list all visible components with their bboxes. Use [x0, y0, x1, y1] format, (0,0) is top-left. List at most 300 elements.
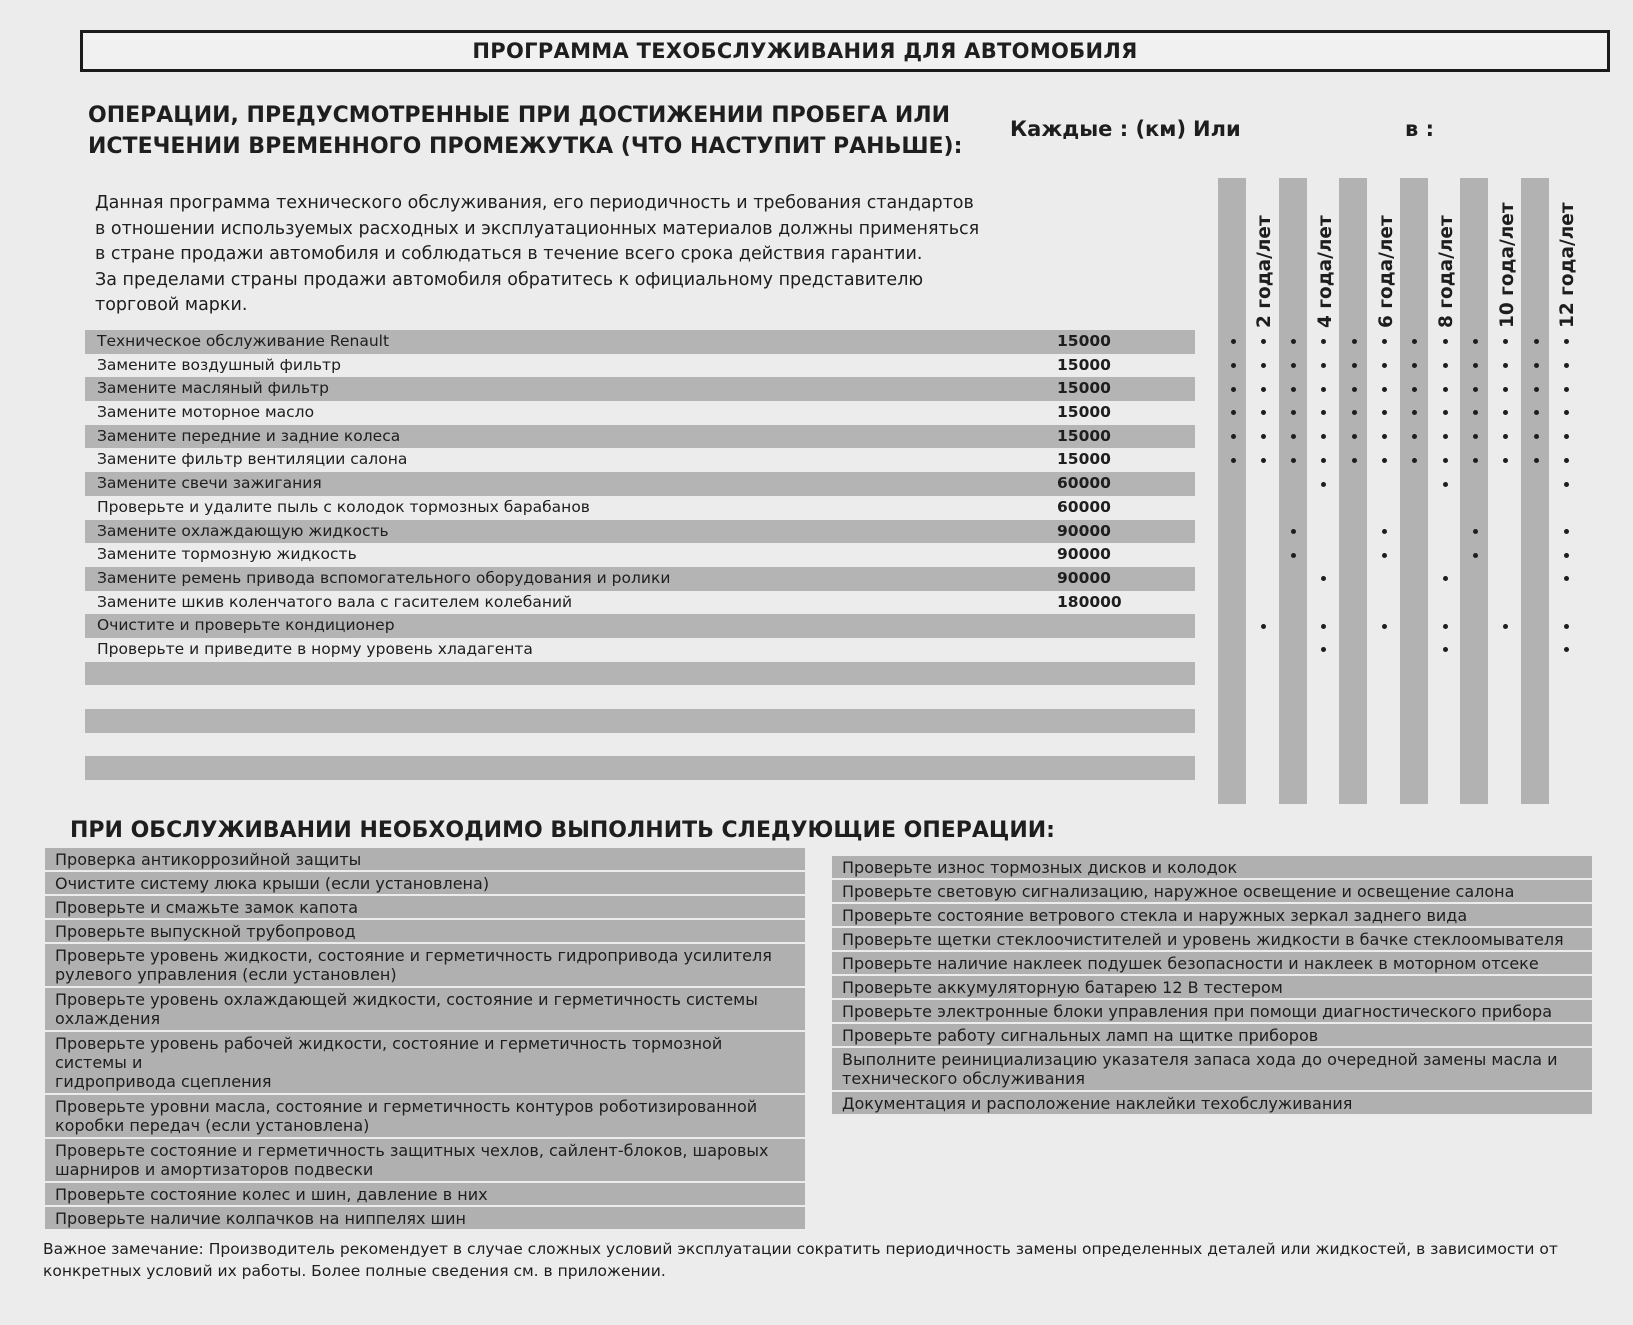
schedule-dot-icon: [1291, 553, 1296, 558]
schedule-cell: [1370, 733, 1400, 757]
schedule-cell: [1400, 496, 1430, 520]
schedule-dot-icon: [1564, 482, 1569, 487]
schedule-cell: [1430, 780, 1460, 804]
schedule-cell: [1551, 591, 1581, 615]
operation-label: Проверьте и приведите в норму уровень хладагента: [97, 639, 533, 658]
schedule-dot-icon: [1443, 363, 1448, 368]
schedule-dot-icon: [1443, 647, 1448, 652]
year-label: 10 года/лет: [1496, 202, 1518, 328]
schedule-dot-icon: [1412, 458, 1417, 463]
schedule-dot-icon: [1261, 624, 1266, 629]
operation-label: Замените фильтр вентиляции салона: [97, 450, 408, 469]
schedule-cell: [1491, 614, 1521, 638]
schedule-cell: [1491, 449, 1521, 473]
schedule-dot-icon: [1261, 387, 1266, 392]
schedule-dot-icon: [1352, 387, 1357, 392]
schedule-cell: [1339, 472, 1369, 496]
operation-km: 90000: [1057, 521, 1111, 540]
service-operation-item: [832, 1000, 1592, 1022]
schedule-cell: [1521, 449, 1551, 473]
schedule-dot-icon: [1321, 410, 1326, 415]
schedule-cell: [1491, 520, 1521, 544]
operation-label: Замените свечи зажигания: [97, 474, 322, 493]
schedule-cell: [1430, 543, 1460, 567]
schedule-cell: [1218, 614, 1248, 638]
schedule-dot-icon: [1503, 387, 1508, 392]
schedule-cell: [1370, 520, 1400, 544]
schedule-dot-icon: [1382, 363, 1387, 368]
operation-row: [85, 591, 1195, 615]
schedule-cell: [1400, 638, 1430, 662]
schedule-cell: [1339, 401, 1369, 425]
operation-km: 15000: [1057, 379, 1111, 398]
operation-km: 15000: [1057, 355, 1111, 374]
schedule-cell: [1370, 567, 1400, 591]
schedule-dot-icon: [1382, 553, 1387, 558]
schedule-cell: [1430, 662, 1460, 686]
schedule-cell: [1460, 638, 1490, 662]
operation-row: [85, 330, 1195, 354]
schedule-cell: [1551, 733, 1581, 757]
schedule-cell: [1491, 638, 1521, 662]
schedule-dot-icon: [1443, 387, 1448, 392]
schedule-cell: [1430, 330, 1460, 354]
note-line: Важное замечание: Производитель рекомендует в случае сложных условий эксплуатации сократить периодичность замены определенных деталей или жидкостей, в зависимости от: [43, 1240, 1558, 1258]
schedule-dot-icon: [1503, 410, 1508, 415]
year-label: 4 года/лет: [1314, 215, 1336, 328]
schedule-dot-icon: [1231, 458, 1236, 463]
schedule-cell: [1339, 638, 1369, 662]
schedule-cell: [1551, 638, 1581, 662]
schedule-cell: [1400, 591, 1430, 615]
schedule-cell: [1430, 354, 1460, 378]
operations-heading-line-1: ОПЕРАЦИИ, ПРЕДУСМОТРЕННЫЕ ПРИ ДОСТИЖЕНИИ ПРОБЕГА ИЛИ: [88, 103, 951, 128]
schedule-dot-icon: [1382, 434, 1387, 439]
schedule-cell: [1370, 757, 1400, 781]
schedule-cell: [1309, 377, 1339, 401]
schedule-cell: [1309, 662, 1339, 686]
schedule-cell: [1491, 709, 1521, 733]
schedule-dot-icon: [1321, 387, 1326, 392]
operation-row-blank: [85, 780, 1195, 804]
schedule-cell: [1400, 614, 1430, 638]
schedule-dot-icon: [1261, 363, 1266, 368]
schedule-dot-icon: [1291, 387, 1296, 392]
service-operation-item: [45, 872, 805, 894]
schedule-cell: [1460, 377, 1490, 401]
schedule-cell: [1430, 733, 1460, 757]
schedule-dot-icon: [1261, 434, 1266, 439]
schedule-cell: [1218, 449, 1248, 473]
schedule-cell: [1370, 709, 1400, 733]
schedule-cell: [1551, 520, 1581, 544]
schedule-cell: [1491, 401, 1521, 425]
schedule-dot-icon: [1291, 529, 1296, 534]
schedule-cell: [1309, 543, 1339, 567]
schedule-cell: [1521, 496, 1551, 520]
schedule-cell: [1279, 638, 1309, 662]
schedule-cell: [1400, 449, 1430, 473]
schedule-cell: [1491, 662, 1521, 686]
schedule-cell: [1430, 614, 1460, 638]
schedule-cell: [1491, 354, 1521, 378]
intro-line: в отношении используемых расходных и эксплуатационных материалов должны применяться: [95, 218, 980, 239]
schedule-cell: [1218, 638, 1248, 662]
schedule-cell: [1339, 709, 1369, 733]
every-km-label: Каждые : (км): [1010, 117, 1187, 141]
schedule-dot-icon: [1473, 529, 1478, 534]
service-operation-text: Проверьте уровень жидкости, состояние и герметичность гидропривода усилителя: [55, 946, 772, 965]
schedule-cell: [1218, 733, 1248, 757]
schedule-cell: [1218, 686, 1248, 710]
schedule-cell: [1309, 638, 1339, 662]
service-operation-text: Документация и расположение наклейки техобслуживания: [842, 1094, 1353, 1113]
schedule-cell: [1460, 401, 1490, 425]
operation-km: 90000: [1057, 545, 1111, 564]
schedule-cell: [1248, 567, 1278, 591]
schedule-dot-icon: [1412, 363, 1417, 368]
service-operations-heading: ПРИ ОБСЛУЖИВАНИИ НЕОБХОДИМО ВЫПОЛНИТЬ СЛЕДУЮЩИЕ ОПЕРАЦИИ:: [70, 818, 1055, 843]
schedule-dot-icon: [1534, 387, 1539, 392]
intro-line: Данная программа технического обслуживания, его периодичность и требования стандартов: [95, 193, 974, 213]
schedule-dot-icon: [1503, 458, 1508, 463]
schedule-cell: [1339, 662, 1369, 686]
operation-km: 60000: [1057, 497, 1111, 516]
schedule-dot-icon: [1443, 458, 1448, 463]
schedule-cell: [1279, 330, 1309, 354]
schedule-cell: [1551, 757, 1581, 781]
schedule-dot-icon: [1382, 387, 1387, 392]
schedule-cell: [1309, 757, 1339, 781]
operation-row: [85, 425, 1195, 449]
schedule-cell: [1430, 638, 1460, 662]
schedule-cell: [1309, 709, 1339, 733]
schedule-cell: [1218, 780, 1248, 804]
operation-km: 15000: [1057, 426, 1111, 445]
schedule-dot-icon: [1564, 576, 1569, 581]
schedule-cell: [1521, 377, 1551, 401]
operation-row: [85, 448, 1195, 472]
schedule-cell: [1430, 496, 1460, 520]
schedule-cell: [1430, 757, 1460, 781]
schedule-dot-icon: [1473, 553, 1478, 558]
service-operation-text: Выполните реинициализацию указателя запаса хода до очередной замены масла и: [842, 1050, 1558, 1069]
schedule-cell: [1279, 733, 1309, 757]
schedule-cell: [1400, 425, 1430, 449]
operation-label: Замените передние и задние колеса: [97, 426, 401, 445]
intro-line: в стране продажи автомобиля и соблюдаться в течение всего срока действия гарантии.: [95, 244, 923, 264]
schedule-cell: [1521, 709, 1551, 733]
schedule-cell: [1551, 780, 1581, 804]
schedule-cell: [1551, 662, 1581, 686]
service-operation-item: [45, 896, 805, 918]
service-operation-item: [45, 848, 805, 870]
page-title-box: [80, 30, 1610, 72]
service-operation-text: Проверьте наличие наклеек подушек безопасности и наклеек в моторном отсеке: [842, 954, 1539, 973]
schedule-dot-icon: [1412, 339, 1417, 344]
schedule-dot-icon: [1534, 410, 1539, 415]
schedule-dot-icon: [1321, 458, 1326, 463]
schedule-dot-icon: [1291, 458, 1296, 463]
schedule-cell: [1218, 496, 1248, 520]
schedule-cell: [1551, 567, 1581, 591]
service-operation-text: рулевого управления (если установлен): [55, 965, 397, 984]
schedule-cell: [1339, 330, 1369, 354]
schedule-dot-icon: [1291, 363, 1296, 368]
operation-row: [85, 354, 1195, 378]
schedule-dot-icon: [1564, 363, 1569, 368]
schedule-cell: [1460, 567, 1490, 591]
schedule-cell: [1460, 780, 1490, 804]
schedule-dot-icon: [1564, 410, 1569, 415]
service-operation-item: [45, 1032, 805, 1093]
schedule-dot-icon: [1564, 647, 1569, 652]
operations-heading: [88, 100, 988, 162]
schedule-dot-icon: [1564, 529, 1569, 534]
schedule-dot-icon: [1443, 410, 1448, 415]
operation-row: [85, 638, 1195, 662]
year-column-header: [1551, 178, 1581, 328]
schedule-cell: [1521, 614, 1551, 638]
operation-km: 90000: [1057, 568, 1111, 587]
schedule-cell: [1279, 757, 1309, 781]
schedule-cell: [1370, 330, 1400, 354]
schedule-dot-icon: [1443, 576, 1448, 581]
service-operation-text: Проверьте выпускной трубопровод: [55, 922, 356, 941]
service-operation-text: Проверьте световую сигнализацию, наружное освещение и освещение салона: [842, 882, 1515, 901]
schedule-cell: [1309, 686, 1339, 710]
schedule-cell: [1309, 401, 1339, 425]
service-operation-item: [45, 1095, 805, 1137]
operation-row-blank: [85, 709, 1195, 733]
schedule-cell: [1279, 780, 1309, 804]
schedule-cell: [1460, 591, 1490, 615]
service-operation-text: Проверьте щетки стеклоочистителей и уровень жидкости в бачке стеклоомывателя: [842, 930, 1564, 949]
service-operation-item: [832, 952, 1592, 974]
schedule-cell: [1460, 472, 1490, 496]
schedule-cell: [1430, 472, 1460, 496]
schedule-cell: [1370, 591, 1400, 615]
schedule-cell: [1491, 780, 1521, 804]
schedule-cell: [1521, 520, 1551, 544]
operation-row: [85, 614, 1195, 638]
operation-label: Замените шкив коленчатого вала с гасителем колебаний: [97, 592, 573, 611]
schedule-cell: [1279, 449, 1309, 473]
schedule-cell: [1551, 543, 1581, 567]
page-title: ПРОГРАММА ТЕХОБСЛУЖИВАНИЯ ДЛЯ АВТОМОБИЛЯ: [472, 39, 1138, 63]
schedule-cell: [1400, 686, 1430, 710]
service-operation-text: гидропривода сцепления: [55, 1072, 272, 1091]
service-operation-text: Проверьте износ тормозных дисков и колодок: [842, 858, 1238, 877]
schedule-dot-icon: [1534, 339, 1539, 344]
schedule-cell: [1400, 401, 1430, 425]
schedule-cell: [1279, 354, 1309, 378]
schedule-cell: [1521, 780, 1551, 804]
schedule-dot-icon: [1534, 458, 1539, 463]
intro-line: торговой марки.: [95, 295, 248, 315]
year-label: 12 года/лет: [1557, 202, 1579, 328]
schedule-cell: [1551, 401, 1581, 425]
schedule-cell: [1370, 354, 1400, 378]
schedule-dot-icon: [1321, 647, 1326, 652]
schedule-dot-icon: [1443, 482, 1448, 487]
service-operation-item: [45, 1207, 805, 1229]
schedule-cell: [1521, 567, 1551, 591]
schedule-cell: [1339, 449, 1369, 473]
schedule-cell: [1339, 425, 1369, 449]
schedule-dot-icon: [1382, 339, 1387, 344]
schedule-cell: [1248, 330, 1278, 354]
schedule-cell: [1460, 496, 1490, 520]
schedule-cell: [1370, 543, 1400, 567]
service-operation-text: Проверьте уровень охлаждающей жидкости, состояние и герметичность системы: [55, 990, 758, 1009]
schedule-cell: [1521, 543, 1551, 567]
schedule-dot-icon: [1352, 434, 1357, 439]
schedule-cell: [1400, 757, 1430, 781]
schedule-cell: [1279, 686, 1309, 710]
schedule-dot-icon: [1382, 624, 1387, 629]
schedule-cell: [1218, 401, 1248, 425]
schedule-cell: [1460, 425, 1490, 449]
service-operation-text: технического обслуживания: [842, 1069, 1085, 1088]
schedule-cell: [1279, 591, 1309, 615]
schedule-cell: [1551, 425, 1581, 449]
service-operation-item: [832, 976, 1592, 998]
schedule-cell: [1248, 591, 1278, 615]
schedule-cell: [1279, 709, 1309, 733]
schedule-dot-icon: [1412, 410, 1417, 415]
schedule-cell: [1339, 520, 1369, 544]
year-label: 6 года/лет: [1375, 215, 1397, 328]
year-column-header: [1248, 178, 1278, 328]
schedule-dot-icon: [1564, 387, 1569, 392]
schedule-dot-icon: [1231, 363, 1236, 368]
service-operation-item: [45, 944, 805, 986]
schedule-dot-icon: [1564, 624, 1569, 629]
schedule-cell: [1248, 377, 1278, 401]
intro-line: За пределами страны продажи автомобиля обратитесь к официальному представителю: [95, 269, 924, 290]
schedule-cell: [1309, 354, 1339, 378]
important-note: [43, 1238, 1603, 1282]
schedule-cell: [1460, 520, 1490, 544]
schedule-cell: [1309, 330, 1339, 354]
operation-row-blank: [85, 756, 1195, 780]
schedule-cell: [1248, 401, 1278, 425]
schedule-cell: [1491, 496, 1521, 520]
schedule-cell: [1279, 520, 1309, 544]
service-operation-text: Проверьте уровень рабочей жидкости, состояние и герметичность тормозной системы и: [55, 1034, 723, 1072]
schedule-dot-icon: [1564, 553, 1569, 558]
operation-label: Замените тормозную жидкость: [97, 545, 357, 564]
service-operations-left: [45, 848, 805, 1231]
operation-label: Замените ремень привода вспомогательного оборудования и ролики: [97, 568, 671, 587]
operations-heading-line-2: ИСТЕЧЕНИИ ВРЕМЕННОГО ПРОМЕЖУТКА (ЧТО НАСТУПИТ РАНЬШЕ):: [88, 134, 963, 159]
schedule-cell: [1248, 733, 1278, 757]
service-operation-item: [832, 928, 1592, 950]
schedule-cell: [1248, 354, 1278, 378]
schedule-dot-icon: [1564, 434, 1569, 439]
operation-label: Замените охлаждающую жидкость: [97, 521, 389, 540]
operation-km: 60000: [1057, 474, 1111, 493]
intro-text: [95, 191, 995, 319]
schedule-cell: [1339, 733, 1369, 757]
schedule-cell: [1551, 354, 1581, 378]
schedule-cell: [1400, 733, 1430, 757]
service-operation-item: [832, 1092, 1592, 1114]
schedule-dot-icon: [1473, 339, 1478, 344]
schedule-cell: [1551, 496, 1581, 520]
schedule-cell: [1460, 614, 1490, 638]
schedule-dot-icon: [1321, 434, 1326, 439]
schedule-cell: [1279, 496, 1309, 520]
schedule-cell: [1460, 733, 1490, 757]
schedule-cell: [1339, 780, 1369, 804]
schedule-cell: [1430, 567, 1460, 591]
schedule-cell: [1218, 591, 1248, 615]
schedule-cell: [1521, 354, 1551, 378]
schedule-cell: [1339, 354, 1369, 378]
schedule-cell: [1370, 662, 1400, 686]
schedule-dot-icon: [1352, 410, 1357, 415]
service-operation-text: Проверьте наличие колпачков на ниппелях шин: [55, 1209, 467, 1228]
schedule-cell: [1460, 686, 1490, 710]
operation-label: Замените моторное масло: [97, 403, 315, 422]
schedule-cell: [1370, 472, 1400, 496]
schedule-dot-icon: [1473, 363, 1478, 368]
schedule-cell: [1370, 614, 1400, 638]
schedule-dot-icon: [1352, 458, 1357, 463]
service-operation-text: Проверьте уровни масла, состояние и герметичность контуров роботизированной: [55, 1097, 758, 1116]
schedule-cell: [1400, 472, 1430, 496]
operation-label: Очистите и проверьте кондиционер: [97, 616, 395, 635]
schedule-dot-icon: [1503, 339, 1508, 344]
schedule-cell: [1248, 662, 1278, 686]
schedule-cell: [1430, 686, 1460, 710]
schedule-cell: [1339, 686, 1369, 710]
schedule-dot-icon: [1382, 410, 1387, 415]
schedule-cell: [1491, 377, 1521, 401]
schedule-cell: [1248, 520, 1278, 544]
schedule-cell: [1218, 757, 1248, 781]
year-label: 8 года/лет: [1436, 215, 1458, 328]
operation-row: [85, 472, 1195, 496]
schedule-dot-icon: [1321, 482, 1326, 487]
schedule-cell: [1521, 733, 1551, 757]
schedule-cell: [1279, 377, 1309, 401]
note-line: конкретных условий их работы. Более полные сведения см. в приложении.: [43, 1262, 666, 1280]
schedule-cell: [1521, 757, 1551, 781]
schedule-cell: [1370, 377, 1400, 401]
schedule-dot-icon: [1352, 339, 1357, 344]
operation-label: Замените масляный фильтр: [97, 379, 329, 398]
schedule-cell: [1370, 496, 1400, 520]
schedule-cell: [1339, 757, 1369, 781]
schedule-cell: [1279, 401, 1309, 425]
schedule-dot-icon: [1231, 410, 1236, 415]
schedule-cell: [1551, 330, 1581, 354]
schedule-cell: [1218, 709, 1248, 733]
schedule-cell: [1521, 425, 1551, 449]
schedule-cell: [1309, 591, 1339, 615]
schedule-dot-icon: [1503, 363, 1508, 368]
schedule-cell: [1551, 614, 1581, 638]
schedule-cell: [1491, 686, 1521, 710]
schedule-cell: [1218, 567, 1248, 591]
schedule-dot-icon: [1473, 410, 1478, 415]
service-operation-item: [45, 920, 805, 942]
schedule-cell: [1248, 425, 1278, 449]
operation-row-blank: [85, 685, 1195, 709]
